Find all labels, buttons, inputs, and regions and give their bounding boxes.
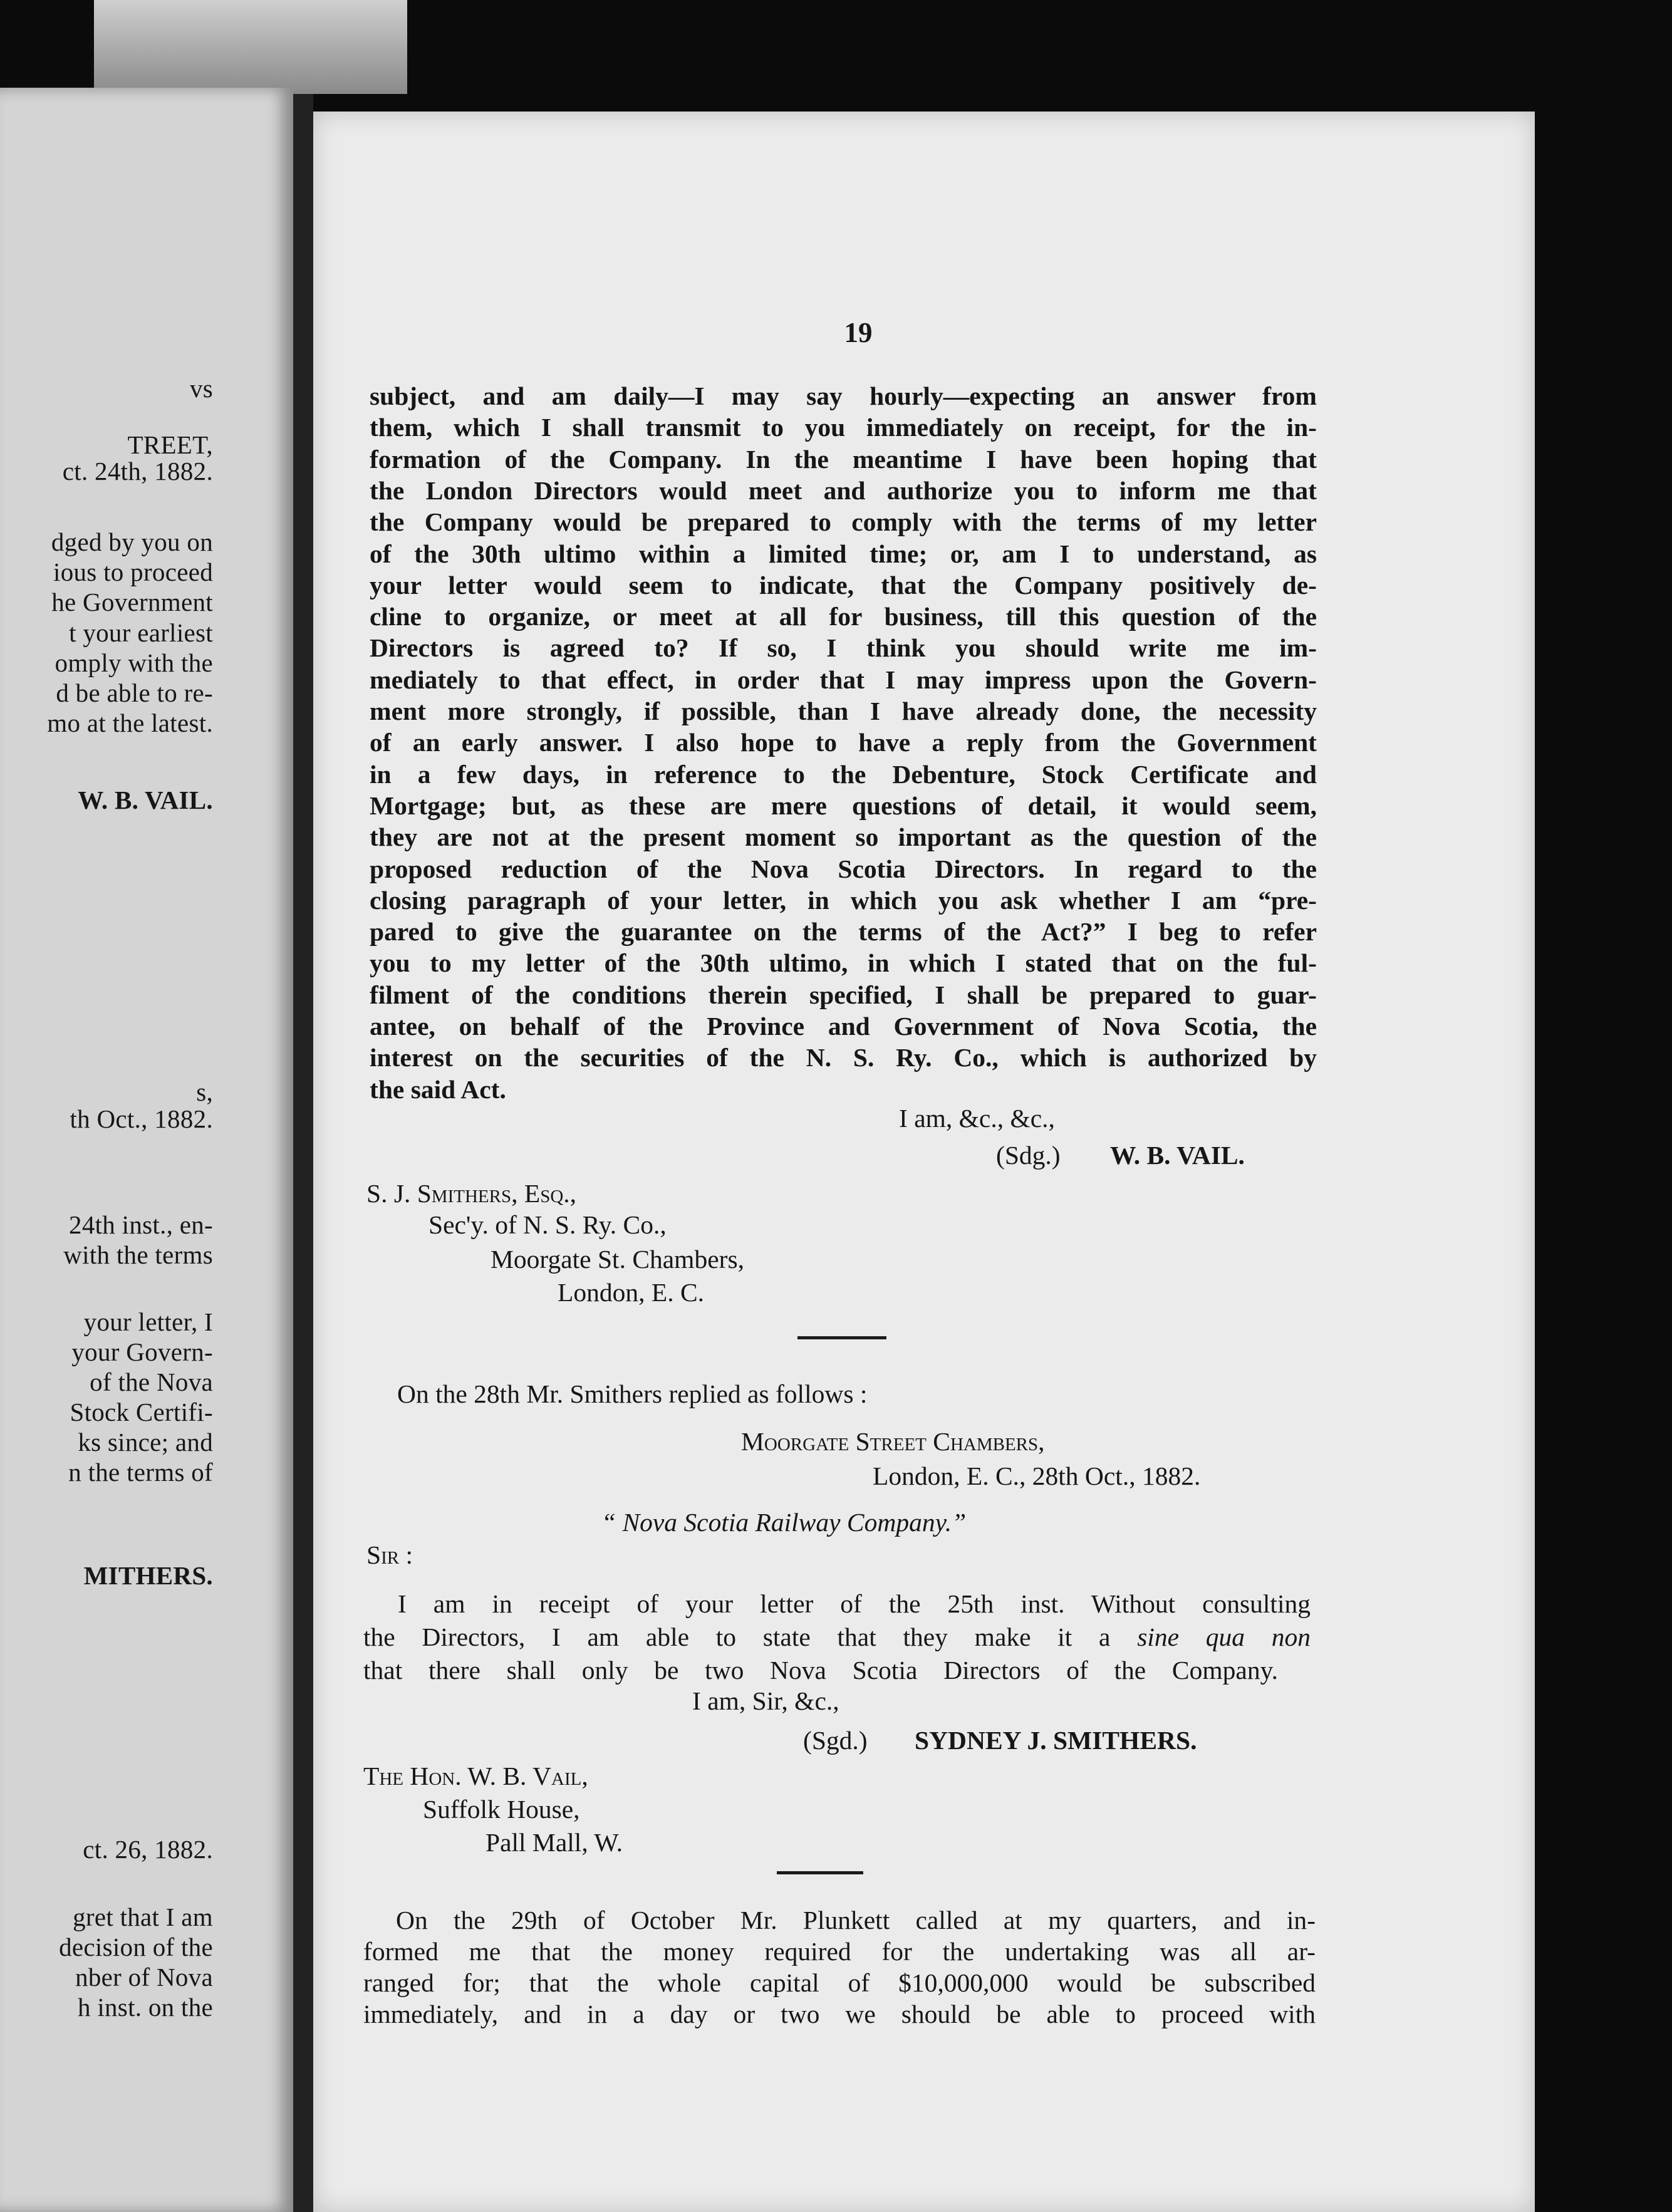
body-line: formation of the Company. In the meantime I have been hoping that bbox=[370, 444, 1317, 474]
letter2-place-date: London, E. C., 28th Oct., 1882. bbox=[873, 1462, 1201, 1490]
body-line: proposed reduction of the Nova Scotia Directors. In regard to the bbox=[370, 854, 1317, 883]
italic-phrase: sine qua non bbox=[1137, 1623, 1311, 1651]
body-line: pared to give the guarantee on the terms of the Act?” I beg to refer bbox=[370, 917, 1317, 947]
body-line: Mortgage; but, as these are mere questions of detail, it would seem, bbox=[370, 791, 1317, 820]
body-line: the said Act. bbox=[370, 1074, 506, 1104]
left-page-line: nber of Nova bbox=[75, 1963, 213, 1991]
body-line: you to my letter of the 30th ultimo, in which I stated that on the ful- bbox=[370, 948, 1317, 978]
left-page-line: dged by you on bbox=[51, 527, 213, 556]
body-line: ranged for; that the whole capital of $10,000,000 would be subscribed bbox=[363, 1968, 1316, 1997]
left-page-line: ct. 24th, 1882. bbox=[62, 457, 213, 485]
letter1-signature: W. B. VAIL. bbox=[1110, 1141, 1245, 1170]
letter1-addressee-line: London, E. C. bbox=[558, 1278, 705, 1307]
letter2-addressee-name: The Hon. W. B. Vail, bbox=[363, 1762, 588, 1790]
book-gutter bbox=[293, 94, 313, 2212]
left-page-line: Stock Certifi- bbox=[70, 1398, 213, 1426]
left-page-line: d be able to re- bbox=[56, 678, 213, 707]
body-line: cline to organize, or meet at all for business, till this question of the bbox=[370, 602, 1317, 631]
left-page-line: he Government bbox=[51, 588, 213, 616]
body-line: interest on the securities of the N. S. Ry. Co., which is authorized by bbox=[370, 1043, 1317, 1072]
body-line: the London Directors would meet and authorize you to inform me that bbox=[370, 475, 1317, 505]
letter1-signed-prefix: (Sdg.) bbox=[996, 1141, 1061, 1170]
body-line: in a few days, in reference to the Debenture, Stock Certificate and bbox=[370, 759, 1317, 789]
body-line: them, which I shall transmit to you immediately on receipt, for the in- bbox=[370, 413, 1317, 442]
letter1-addressee-name: S. J. Smithers, Esq., bbox=[366, 1179, 577, 1208]
body-line bbox=[398, 1591, 1311, 1617]
body-line: formed me that the money required for the undertaking was all ar- bbox=[363, 1937, 1316, 1966]
body-line: Directors is agreed to? If so, I think you should write me im- bbox=[370, 633, 1317, 663]
body-text: I am in receipt of your letter of the 25th inst. Without consulting bbox=[398, 1589, 1311, 1618]
left-page-line: with the terms bbox=[63, 1240, 213, 1269]
body-line: ment more strongly, if possible, than I have already done, the necessity bbox=[370, 697, 1317, 725]
body-line bbox=[363, 1624, 1311, 1651]
left-page-line: W. B. VAIL. bbox=[78, 786, 213, 814]
body-line: On the 29th of October Mr. Plunkett called at my quarters, and in- bbox=[396, 1906, 1316, 1934]
left-page-line: your Govern- bbox=[71, 1337, 213, 1366]
left-page-line: omply with the bbox=[55, 648, 213, 677]
left-page-line: ks since; and bbox=[78, 1428, 213, 1456]
body-line: of the 30th ultimo within a limited time; or, am I to understand, as bbox=[370, 539, 1317, 568]
body-text: the Directors, I am able to state that they make it a bbox=[363, 1623, 1138, 1651]
body-line: of an early answer. I also hope to have a reply from the Government bbox=[370, 728, 1317, 757]
left-page-line: t your earliest bbox=[69, 618, 213, 647]
letter2-signature: SYDNEY J. SMITHERS. bbox=[915, 1726, 1197, 1755]
letter1-closing: I am, &c., &c., bbox=[899, 1104, 1055, 1133]
left-page-line: s, bbox=[196, 1077, 213, 1106]
body-line: they are not at the present moment so important as the question of the bbox=[370, 823, 1317, 852]
body-line: filment of the conditions therein specified, I shall be prepared to guar- bbox=[370, 980, 1317, 1009]
letter2-salutation: Sir : bbox=[366, 1540, 413, 1569]
left-page-line: decision of the bbox=[59, 1933, 213, 1961]
top-paper-strip bbox=[94, 0, 407, 94]
letter2-signed-prefix: (Sgd.) bbox=[803, 1726, 868, 1755]
left-facing-page bbox=[0, 88, 293, 2212]
left-page-line: 24th inst., en- bbox=[69, 1210, 213, 1239]
left-page-line: mo at the latest. bbox=[47, 709, 213, 737]
body-line bbox=[363, 1658, 1278, 1684]
left-page-line: TREET, bbox=[127, 430, 213, 459]
letter2-addressee-line: Pall Mall, W. bbox=[486, 1828, 623, 1857]
intro-line: On the 28th Mr. Smithers replied as follows : bbox=[397, 1379, 868, 1408]
body-line: your letter would seem to indicate, that the Company positively de- bbox=[370, 570, 1317, 600]
left-page-line: h inst. on the bbox=[77, 1993, 213, 2022]
letter1-addressee-line: Moorgate St. Chambers, bbox=[491, 1245, 744, 1274]
body-line: antee, on behalf of the Province and Government of Nova Scotia, the bbox=[370, 1012, 1317, 1041]
letter2-closing: I am, Sir, &c., bbox=[692, 1686, 839, 1715]
body-text: that there shall only be two Nova Scotia Directors of the Company. bbox=[363, 1656, 1278, 1685]
left-page-line: MITHERS. bbox=[83, 1561, 213, 1590]
body-line: subject, and am daily—I may say hourly—expecting an answer from bbox=[370, 382, 1317, 410]
left-page-line: ct. 26, 1882. bbox=[83, 1835, 213, 1864]
page-number: 19 bbox=[844, 317, 873, 348]
left-page-line: of the Nova bbox=[90, 1368, 213, 1396]
left-page-line: ious to proceed bbox=[53, 558, 213, 586]
section-divider bbox=[797, 1336, 886, 1339]
letter1-addressee-line: Sec'y. of N. S. Ry. Co., bbox=[428, 1210, 667, 1239]
letter2-addressee-line: Suffolk House, bbox=[423, 1795, 580, 1824]
section-divider bbox=[777, 1871, 863, 1874]
left-page-line: gret that I am bbox=[73, 1903, 213, 1931]
body-line: immediately, and in a day or two we should be able to proceed with bbox=[363, 2000, 1316, 2028]
left-page-line: your letter, I bbox=[83, 1307, 213, 1336]
body-line: closing paragraph of your letter, in which you ask whether I am “pre- bbox=[370, 885, 1317, 915]
body-line: the Company would be prepared to comply with the terms of my letter bbox=[370, 507, 1317, 537]
letter2-address: Moorgate Street Chambers, bbox=[741, 1427, 1045, 1456]
left-page-line: n the terms of bbox=[68, 1458, 213, 1487]
letter2-subject: “ Nova Scotia Railway Company.” bbox=[601, 1508, 967, 1537]
body-line: mediately to that effect, in order that I may impress upon the Govern- bbox=[370, 665, 1317, 694]
left-page-line: th Oct., 1882. bbox=[70, 1104, 213, 1133]
left-page-line: vs bbox=[189, 374, 213, 403]
